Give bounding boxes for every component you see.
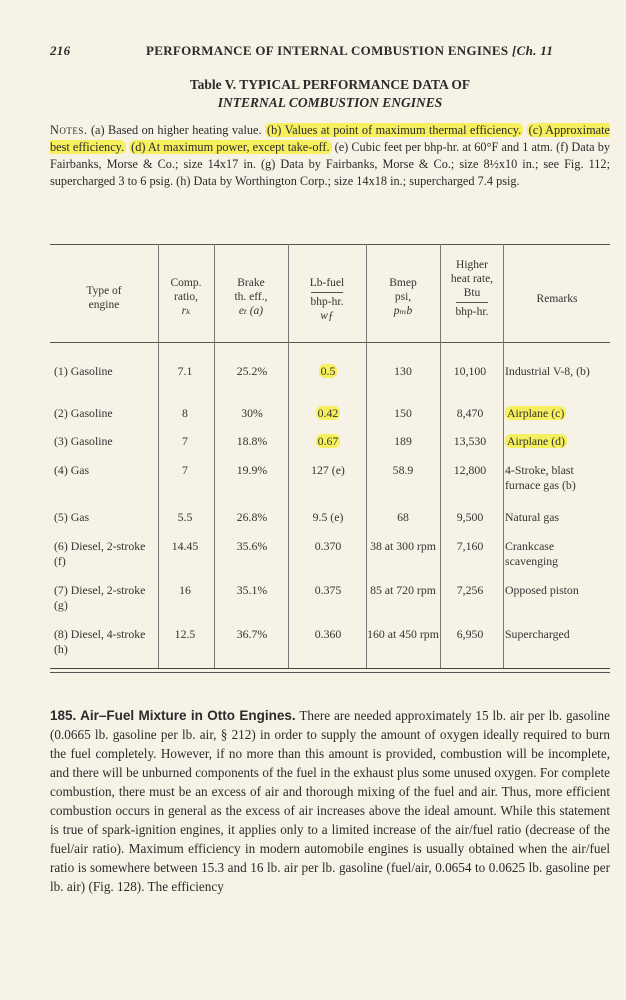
cell-remarks: Crankcase scavenging (505, 539, 559, 568)
cell-type: (5) Gas (54, 510, 90, 524)
column-divider (503, 244, 504, 668)
page-number: 216 (50, 43, 71, 58)
table-title-line1: Table V. TYPICAL PERFORMANCE DATA OF (189, 77, 471, 92)
note-d: (d) At maximum power, except take-off. (131, 140, 330, 154)
cell-comp: 12.5 (174, 627, 196, 641)
table-header-rule (50, 342, 610, 343)
book-section-title: PERFORMANCE OF INTERNAL COMBUSTION ENGINES (146, 43, 509, 58)
header-brake-line3: eₜ (a) (238, 305, 264, 317)
note-g: (g) Data by Fairbanks, Morse & Co.; size 8½x10 in.; see Fig. 112; supercharged 3 to 6 psig. (50, 157, 610, 188)
header-remarks-label: Remarks (536, 293, 578, 305)
cell-brake: 35.6% (236, 539, 268, 553)
header-lbfuel-bottom: bhp-hr. (311, 292, 344, 309)
cell-bmep: 160 at 450 rpm (367, 627, 439, 641)
cell-remarks: Airplane (c) (507, 406, 565, 420)
cell-heat: 13,530 (453, 434, 487, 448)
cell-heat: 7,256 (456, 583, 484, 597)
header-heat-bottom: bhp-hr. (456, 302, 489, 319)
cell-heat: 10,100 (453, 364, 487, 378)
cell-comp: 5.5 (177, 510, 193, 524)
header-bmep-line3: pₘb (393, 305, 413, 317)
cell-comp: 8 (182, 406, 188, 420)
note-h: (h) Data by Worthington Corp.; size 14x18 in.; supercharged 7.4 psig. (176, 174, 520, 188)
running-head-title (146, 43, 553, 59)
cell-bmep: 68 (397, 510, 409, 524)
header-type-line2: engine (88, 299, 120, 311)
table-notes (50, 122, 610, 190)
header-bmep-line2: psi, (394, 291, 412, 303)
cell-remarks: 4-Stroke, blast furnace gas (b) (505, 463, 576, 492)
column-divider (440, 244, 441, 668)
cell-comp: 16 (179, 583, 191, 597)
cell-heat: 8,470 (456, 406, 484, 420)
cell-bmep: 150 (394, 406, 412, 420)
cell-brake: 25.2% (236, 364, 268, 378)
cell-lbfuel: 0.67 (317, 434, 339, 448)
note-e: (e) Cubic feet per bhp-hr. at 60°F and 1 atm. (334, 140, 553, 154)
table-title-line2: INTERNAL COMBUSTION ENGINES (217, 95, 443, 110)
cell-heat: 9,500 (456, 510, 484, 524)
cell-lbfuel: 0.360 (314, 627, 342, 641)
cell-bmep: 58.9 (392, 463, 414, 477)
cell-bmep: 38 at 300 rpm (370, 539, 436, 553)
cell-brake: 35.1% (236, 583, 268, 597)
header-comp-line1: Comp. (170, 277, 202, 289)
header-type (54, 284, 154, 312)
column-divider (158, 244, 159, 668)
cell-type: (7) Diesel, 2-stroke (g) (54, 583, 146, 612)
note-a: (a) Based on higher heating value. (90, 123, 262, 137)
cell-remarks: Opposed piston (505, 583, 579, 597)
cell-heat: 7,160 (456, 539, 484, 553)
cell-comp: 7 (182, 434, 188, 448)
cell-lbfuel: 0.5 (320, 364, 336, 378)
table-bottom-rule-2 (50, 672, 610, 673)
header-bmep (368, 276, 438, 318)
cell-brake: 19.9% (236, 463, 268, 477)
chapter-ref: [Ch. 11 (512, 43, 554, 58)
header-lbfuel-top: Lb-fuel (309, 277, 345, 289)
cell-lbfuel: 0.42 (317, 406, 339, 420)
notes-label: Notes. (50, 123, 88, 137)
header-brake-line1: Brake (237, 277, 265, 289)
note-c: (c) Approximate best efficiency. (50, 123, 610, 154)
column-divider (288, 244, 289, 668)
header-remarks (505, 292, 609, 306)
cell-bmep: 189 (394, 434, 412, 448)
cell-type: (8) Diesel, 4-stroke (h) (54, 627, 146, 656)
header-comp-line3: rₖ (181, 305, 191, 317)
header-type-line1: Type of (86, 285, 122, 297)
cell-bmep: 130 (394, 364, 412, 378)
section-heading: 185. Air–Fuel Mixture in Otto Engines. (50, 708, 296, 723)
header-bmep-line1: Bmep (389, 277, 417, 289)
cell-lbfuel: 9.5 (e) (312, 510, 344, 524)
table-top-rule (50, 244, 610, 245)
column-divider (366, 244, 367, 668)
header-comp-line2: ratio, (174, 291, 198, 303)
note-f: (f) Data by Fairbanks, Morse & Co.; size 14x17 in. (50, 140, 611, 171)
header-heat-line3: Btu (463, 287, 481, 299)
header-heat-line2: heat rate, (450, 273, 494, 285)
table-bottom-rule (50, 668, 610, 669)
cell-comp: 14.45 (171, 539, 199, 553)
header-brake (216, 276, 286, 318)
cell-brake: 36.7% (236, 627, 268, 641)
header-heat-line1: Higher (456, 259, 488, 271)
cell-brake: 18.8% (236, 434, 268, 448)
cell-type: (2) Gasoline (54, 406, 113, 420)
cell-type: (4) Gas (54, 463, 90, 477)
cell-type: (3) Gasoline (54, 434, 113, 448)
section-paragraph: There are needed approximately 15 lb. air per lb. gasoline (0.0665 lb. gasoline per lb. air, § 212) in order to supply the amount of oxygen ideally required to burn the fuel completely. However, if no more than this amount is provided, combustion will be incomplete, and there will be unburned components of the fuel in the exhaust plus some unused oxygen. For complete combustion, there must be an excess of air and thorough mixing of the fuel and air. Thus, more efficient combustion occurs in general as the excess of air increases above the ideal amount. While this statement is true of spark-ignition engines, it applies only to a limited increase of the air/fuel ratio (decrease of the fuel/air ratio). Maximum efficiency in modern automobile engines is usually obtained when the air/fuel ratio is somewhere between 15.3 and 16 lb. air per lb. gasoline (fuel/air, 0.0654 to 0.0625 lb. gasoline per lb. air) (Fig. 128). The efficiency (50, 708, 610, 894)
cell-comp: 7.1 (177, 364, 193, 378)
cell-type: (1) Gasoline (54, 364, 113, 378)
cell-remarks: Natural gas (505, 510, 560, 524)
cell-remarks: Industrial V-8, (b) (505, 364, 590, 378)
cell-heat: 6,950 (456, 627, 484, 641)
section-185 (50, 706, 610, 896)
cell-lbfuel: 0.375 (314, 583, 342, 597)
header-comp (160, 276, 212, 318)
cell-remarks: Supercharged (505, 627, 570, 641)
cell-remarks: Airplane (d) (507, 434, 565, 448)
cell-lbfuel: 0.370 (314, 539, 342, 553)
cell-brake: 26.8% (236, 510, 268, 524)
table-title (50, 76, 610, 112)
cell-comp: 7 (182, 463, 188, 477)
header-lbfuel-symbol: wƒ (320, 310, 334, 322)
cell-bmep: 85 at 720 rpm (370, 583, 436, 597)
cell-lbfuel: 127 (e) (311, 463, 345, 477)
cell-brake: 30% (241, 406, 263, 420)
header-brake-line2: th. eff., (234, 291, 268, 303)
header-lbfuel (290, 276, 364, 323)
header-heat (442, 258, 502, 319)
cell-type: (6) Diesel, 2-stroke (f) (54, 539, 146, 568)
note-b: (b) Values at point of maximum thermal efficiency. (267, 123, 522, 137)
cell-heat: 12,800 (453, 463, 487, 477)
column-divider (214, 244, 215, 668)
